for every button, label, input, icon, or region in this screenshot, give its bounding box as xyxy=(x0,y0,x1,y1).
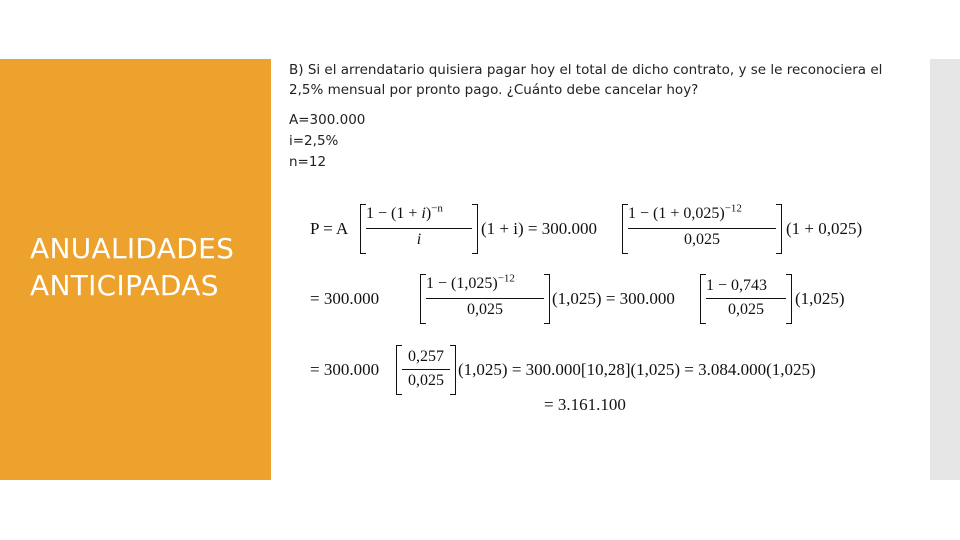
l3-frac-denominator: 0,025 xyxy=(408,372,444,389)
l1-tail: (1 + 0,025) xyxy=(786,219,863,238)
l1-frac1-numerator: $1 - (1 + i)^{-n}$ xyxy=(366,202,443,222)
l1-frac2-line xyxy=(628,228,776,229)
l2-lhs: = 300.000 xyxy=(310,289,380,308)
question-text: B) Si el arrendatario quisiera pagar hoy el total de dicho contrato, y se le reconociera el 2,5% mensual por pronto pago. ¿Cuánto debe cancelar hoy? xyxy=(289,62,883,98)
l1-bracket2-right xyxy=(776,204,782,254)
l1-lhs: P = A xyxy=(310,219,349,238)
l3-frac-numerator: 0,257 xyxy=(408,348,444,365)
l3-lhs: = 300.000 xyxy=(310,360,380,379)
l2-frac1-line xyxy=(426,298,544,299)
given-i: i=2,5% xyxy=(289,133,339,149)
given-n: n=12 xyxy=(289,154,327,170)
l1-frac2-denominator: 0,025 xyxy=(684,231,720,248)
l4-result: = 3.161.100 xyxy=(544,395,626,414)
l2-frac1-denominator: 0,025 xyxy=(467,301,503,318)
l1-frac1-line xyxy=(366,228,472,229)
l2-bracket2-right xyxy=(786,274,792,324)
l2-tail: (1,025) xyxy=(795,289,845,308)
l1-bracket-right xyxy=(472,204,478,254)
slide-title-line-2: ANTICIPADAS xyxy=(30,269,219,302)
l2-frac2-numerator: 1 − 0,743 xyxy=(706,277,768,294)
l3-frac-line xyxy=(402,369,450,370)
slide-title-line-1: ANUALIDADES xyxy=(30,232,235,265)
l2-frac1-numerator: $1 - (1,025)^{-12}$ xyxy=(426,272,515,292)
l1-frac1-denominator: i xyxy=(416,231,422,248)
given-a: A=300.000 xyxy=(289,112,366,128)
l2-frac2-line xyxy=(706,298,786,299)
l2-mid: (1,025) = 300.000 xyxy=(552,289,675,308)
l2-frac2-denominator: 0,025 xyxy=(728,301,764,318)
l1-frac2-numerator: $1 - (1 + 0,025)^{-12}$ xyxy=(628,202,742,222)
l3-bracket-right xyxy=(450,345,456,395)
l3-tail: (1,025) = 300.000[10,28](1,025) = 3.084.000(1,025) xyxy=(458,360,816,379)
l2-bracket-right xyxy=(544,274,550,324)
l1-mid: (1 + i) = 300.000 xyxy=(481,219,597,238)
